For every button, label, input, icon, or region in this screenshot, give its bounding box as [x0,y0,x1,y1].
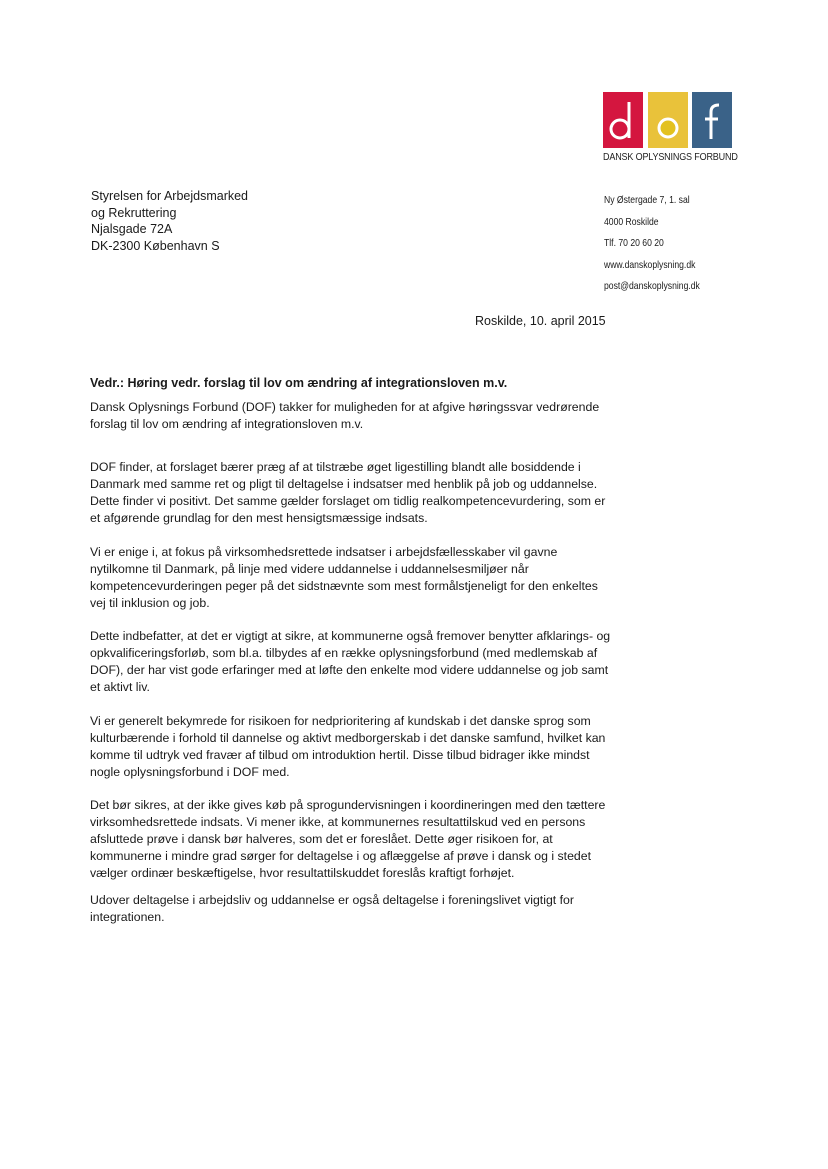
recipient-line: DK-2300 København S [91,238,220,253]
recipient-line: Styrelsen for Arbejdsmarked [91,189,249,203]
paragraph-line: vælger ordinær beskæftigelse, hvor resultattilskuddet foreslås kraftigt forhøjet. [90,866,515,880]
paragraph-line: Dette indbefatter, at det er vigtigt at sikre, at kommunerne også fremover benytter afklarings- og [90,629,611,643]
paragraph [90,399,599,433]
paragraph-line: nogle oplysningsforbund i DOF med. [90,765,290,779]
paragraph-line: vej til inklusion og job. [90,596,210,610]
paragraph-line: nytilkomne til Danmark, på linje med videre uddannelse i uddannelsesmiljøer når [90,562,529,576]
logo-d-square [603,92,643,148]
paragraph-line: kulturbærende i forhold til dannelse og aktivt medborgerskab i det danske samfund, hvilket kan [90,731,606,745]
paragraph-line: opkvalificeringsforløb, som bl.a. tilbydes af en række oplysningsforbund (med medlemskab af [90,646,598,660]
paragraph-line: Vi er generelt bekymrede for risikoen for nedprioritering af kundskab i det danske sprog som [90,714,591,728]
paragraph-line: et afgørende grundlag for den mest hensigtsmæssige indsats. [90,511,428,525]
sender-street: Ny Østergade 7, 1. sal [604,194,690,206]
paragraph [90,713,605,781]
dof-logo [603,92,733,148]
paragraph-line: virksomhedsrettede indsats. Vi mener ikke, at kommunernes resultattilskud ved en persons [90,815,586,829]
paragraph-line: komme til udtryk ved fravær af tilbud om introduktion hertil. Disse tilbud bidrager ikke mindst [90,748,590,762]
recipient-line: Njalsgade 72A [91,222,173,236]
paragraph-line: Danmark med samme ret og pligt til deltagelse i indsatser med henblik på job og uddannelse. [90,477,598,491]
paragraph-line: et aktivt liv. [90,680,150,694]
sender-address [604,190,700,298]
paragraph-line: kommunerne i mindre grad sørger for deltagelse i og aflæggelse af prøve i dansk og i stedet [90,849,592,863]
paragraph-line: forslag til lov om ændring af integrationsloven m.v. [90,417,364,431]
paragraph-line: Udover deltagelse i arbejdsliv og uddannelse er også deltagelse i foreningslivet vigtigt for [90,893,574,907]
sender-email: post@danskoplysning.dk [604,280,700,293]
paragraph-line: DOF), der har vist gode erfaringer med at løfte den enkelte mod videre uddannelse og job samt [90,663,609,677]
paragraph [90,892,574,926]
logo-o-square [648,92,688,148]
paragraph-line: integrationen. [90,910,165,924]
organization-name: DANSK OPLYSNINGS FORBUND [603,151,738,163]
paragraph-line: DOF finder, at forslaget bærer præg af at tilstræbe øget ligestilling blandt alle bosiddende i [90,460,581,474]
paragraph-line: Vi er enige i, at fokus på virksomhedsrettede indsatser i arbejdsfællesskaber vil gavne [90,545,558,559]
letter-date: Roskilde, 10. april 2015 [475,314,606,328]
recipient-line: og Rekruttering [91,205,177,220]
sender-website: www.danskoplysning.dk [604,258,696,271]
sender-phone: Tlf. 70 20 60 20 [604,237,664,250]
paragraph [90,797,605,882]
paragraph-line: kompetencevurderingen peger på det sidstnævnte som mest formålstjeneligt for den enkeltes [90,579,598,593]
paragraph [90,628,610,696]
paragraph-line: afsluttede prøve i dansk bør halveres, som det er foreslået. Dette øger risikoen for, at [90,832,553,846]
paragraph-line: Det bør sikres, at der ikke gives køb på sprogundervisningen i koordineringen med den tættere [90,798,606,812]
letter-subject: Vedr.: Høring vedr. forslag til lov om ændring af integrationsloven m.v. [90,376,508,390]
logo-f-square [692,92,732,148]
recipient-address [91,188,248,254]
paragraph [90,459,605,527]
paragraph-line: Dansk Oplysnings Forbund (DOF) takker for muligheden for at afgive høringssvar vedrørende [90,400,600,414]
paragraph-line: Dette finder vi positivt. Det samme gælder forslaget om tidlig realkompetencevurdering, som er [90,494,606,508]
sender-city: 4000 Roskilde [604,215,659,228]
paragraph [90,544,598,612]
